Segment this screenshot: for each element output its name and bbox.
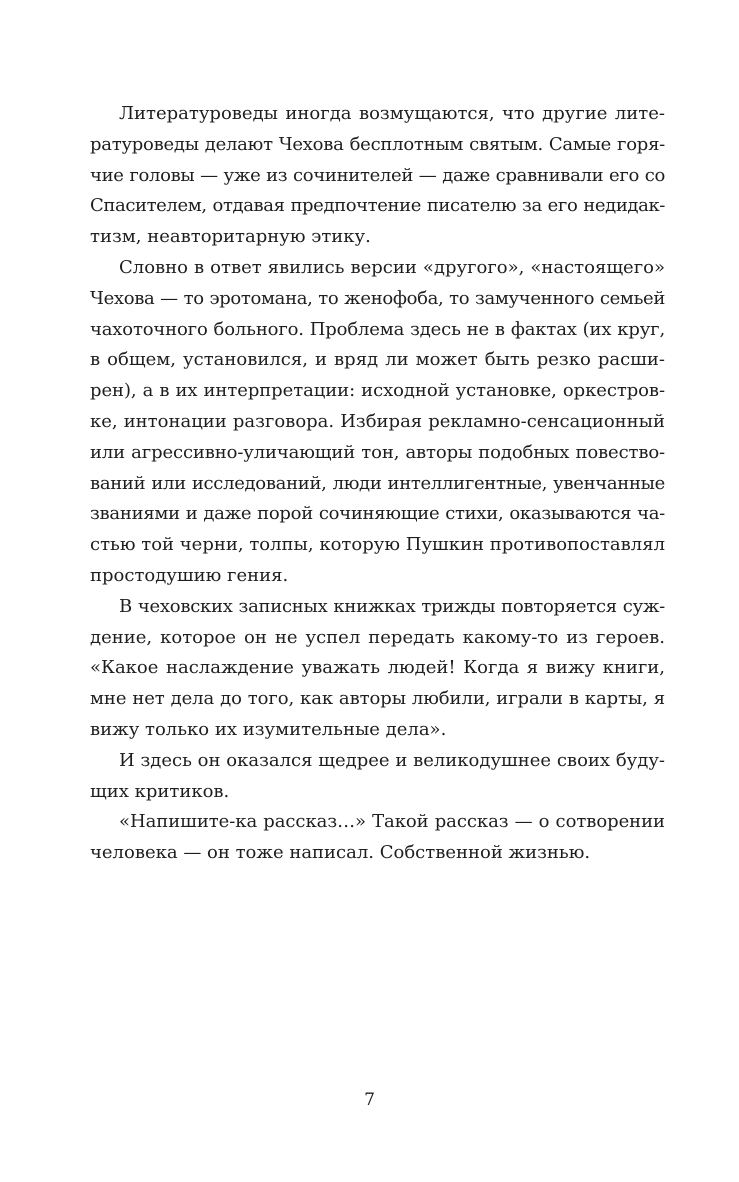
paragraph-3-line-1: В чеховских записных книжках трижды повторяется суж- [119, 595, 665, 617]
paragraph-2-line-2: Чехова — то эротомана, то женофоба, то замученного семьей [90, 287, 665, 309]
paragraph-2-line-7: или агрессивно-уличающий тон, авторы подобных повество- [90, 441, 665, 463]
paragraph-2-line-11: простодушию гения. [90, 564, 289, 586]
paragraph-2-line-1: Словно в ответ явились версии «другого», «настоящего» [119, 256, 665, 278]
paragraph-5-line-1: «Напишите-ка рассказ…» Такой рассказ — о сотворении [119, 811, 665, 833]
paragraph-1-line-4: Спасителем, отдавая предпочтение писателю за его недидак- [90, 195, 665, 217]
paragraph-1-line-5: тизм, неавторитарную этику. [90, 226, 371, 248]
paragraph-2-line-6: ке, интонации разговора. Избирая рекламно-сенсационный [90, 410, 665, 432]
paragraph-1-line-1: Литературоведы иногда возмущаются, что другие лите- [119, 103, 665, 124]
body-text [90, 99, 665, 869]
paragraph-1-line-3: чие головы — уже из сочинителей — даже сравнивали его со [90, 164, 665, 186]
paragraph-2-line-10: стью той черни, толпы, которую Пушкин противопоставлял [90, 534, 665, 556]
paragraph-2-line-9: званиями и даже порой сочиняющие стихи, оказываются ча- [90, 503, 665, 525]
paragraph-3-line-4: мне нет дела до того, как авторы любили, играли в карты, я [90, 688, 665, 710]
paragraph-3-line-2: дение, которое он не успел передать какому-то из героев. [90, 626, 665, 648]
paragraph-1-line-2: ратуроведы делают Чехова бесплотным святым. Самые горя- [90, 133, 665, 155]
page-number: 7 [364, 1090, 375, 1110]
paragraph-4-line-2: щих критиков. [90, 780, 230, 802]
paragraph-5-line-2: человека — он тоже написал. Собственной жизнью. [90, 842, 591, 864]
paragraph-4-line-1: И здесь он оказался щедрее и великодушнее своих буду- [119, 749, 665, 771]
paragraph-3-line-3: «Какое наслаждение уважать людей! Когда я вижу книги, [90, 657, 665, 679]
paragraph-3-line-5: вижу только их изумительные дела». [90, 718, 447, 740]
paragraph-2-line-5: рен), а в их интерпретации: исходной установке, оркестров- [90, 380, 665, 402]
paragraph-2-line-3: чахоточного больного. Проблема здесь не в фактах (их круг, [90, 318, 665, 340]
paragraph-2-line-4: в общем, установился, и вряд ли может быть резко расши- [90, 349, 665, 371]
paragraph-2-line-8: ваний или исследований, люди интеллигентные, увенчанные [90, 472, 665, 494]
